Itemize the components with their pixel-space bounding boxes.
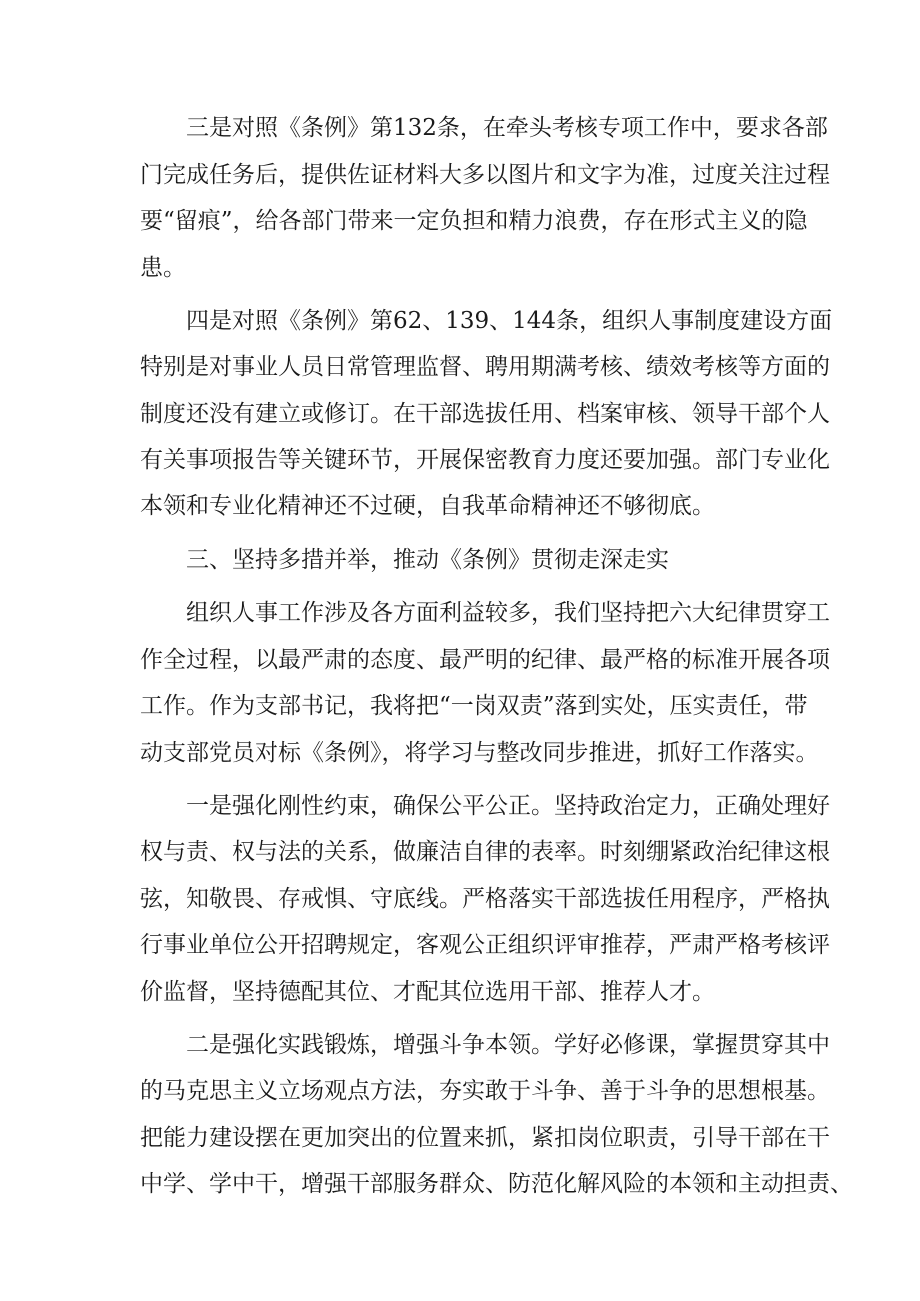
text-line: 四是对照《条例》第62、139、144条，组织人事制度建设方面 <box>186 308 833 334</box>
text-line: 中学、学中干，增强干部服务群众、防范化解风险的本领和主动担责、 <box>140 1171 853 1197</box>
text-line: 门完成任务后，提供佐证材料大多以图片和文字为准，过度关注过程 <box>140 162 830 188</box>
text-line: 权与责、权与法的关系，做廉洁自律的表率。时刻绷紧政治纪律这根 <box>140 839 830 865</box>
text-line: 组织人事工作涉及各方面利益较多，我们坚持把六大纪律贯穿工 <box>186 600 830 626</box>
text-line: 要“留痕”，给各部门带来一定负担和精力浪费，存在形式主义的隐 <box>140 208 808 234</box>
text-line: 工作。作为支部书记，我将把“一岗双责”落到实处，压实责任，带 <box>140 693 808 719</box>
text-line: 特别是对事业人员日常管理监督、聘用期满考核、绩效考核等方面的 <box>140 354 830 380</box>
text-line: 的马克思主义立场观点方法，夯实敢于斗争、善于斗争的思想根基。 <box>140 1078 830 1104</box>
text-line: 弦，知敬畏、存戒惧、守底线。严格落实干部选拔任用程序，严格执 <box>140 886 830 912</box>
text-line: 二是强化实践锻炼，增强斗争本领。学好必修课，掌握贯穿其中 <box>186 1032 830 1058</box>
text-line: 患。 <box>140 255 186 281</box>
text-line: 价监督，坚持德配其位、才配其位选用干部、推荐人才。 <box>140 979 715 1005</box>
text-line: 有关事项报告等关键环节，开展保密教育力度还要加强。部门专业化 <box>140 447 830 473</box>
text-line: 制度还没有建立或修订。在干部选拔任用、档案审核、领导干部个人 <box>140 401 830 427</box>
text-line: 动支部党员对标《条例》，将学习与整改同步推进，抓好工作落实。 <box>140 740 819 766</box>
text-line: 把能力建设摆在更加突出的位置来抓，紧扣岗位职责，引导干部在干 <box>140 1125 830 1151</box>
text-line: 行事业单位公开招聘规定，客观公正组织评审推荐，严肃严格考核评 <box>140 932 830 958</box>
text-line: 作全过程，以最严肃的态度、最严明的纪律、最严格的标准开展各项 <box>140 647 830 673</box>
section-heading-text: 三、坚持多措并举，推动《条例》贯彻走深走实 <box>186 547 669 573</box>
text-line: 一是强化刚性约束，确保公平公正。坚持政治定力，正确处理好 <box>186 793 830 819</box>
text-line: 本领和专业化精神还不过硬，自我革命精神还不够彻底。 <box>140 493 715 519</box>
text-line: 三是对照《条例》第132条，在牵头考核专项工作中，要求各部 <box>186 115 828 141</box>
